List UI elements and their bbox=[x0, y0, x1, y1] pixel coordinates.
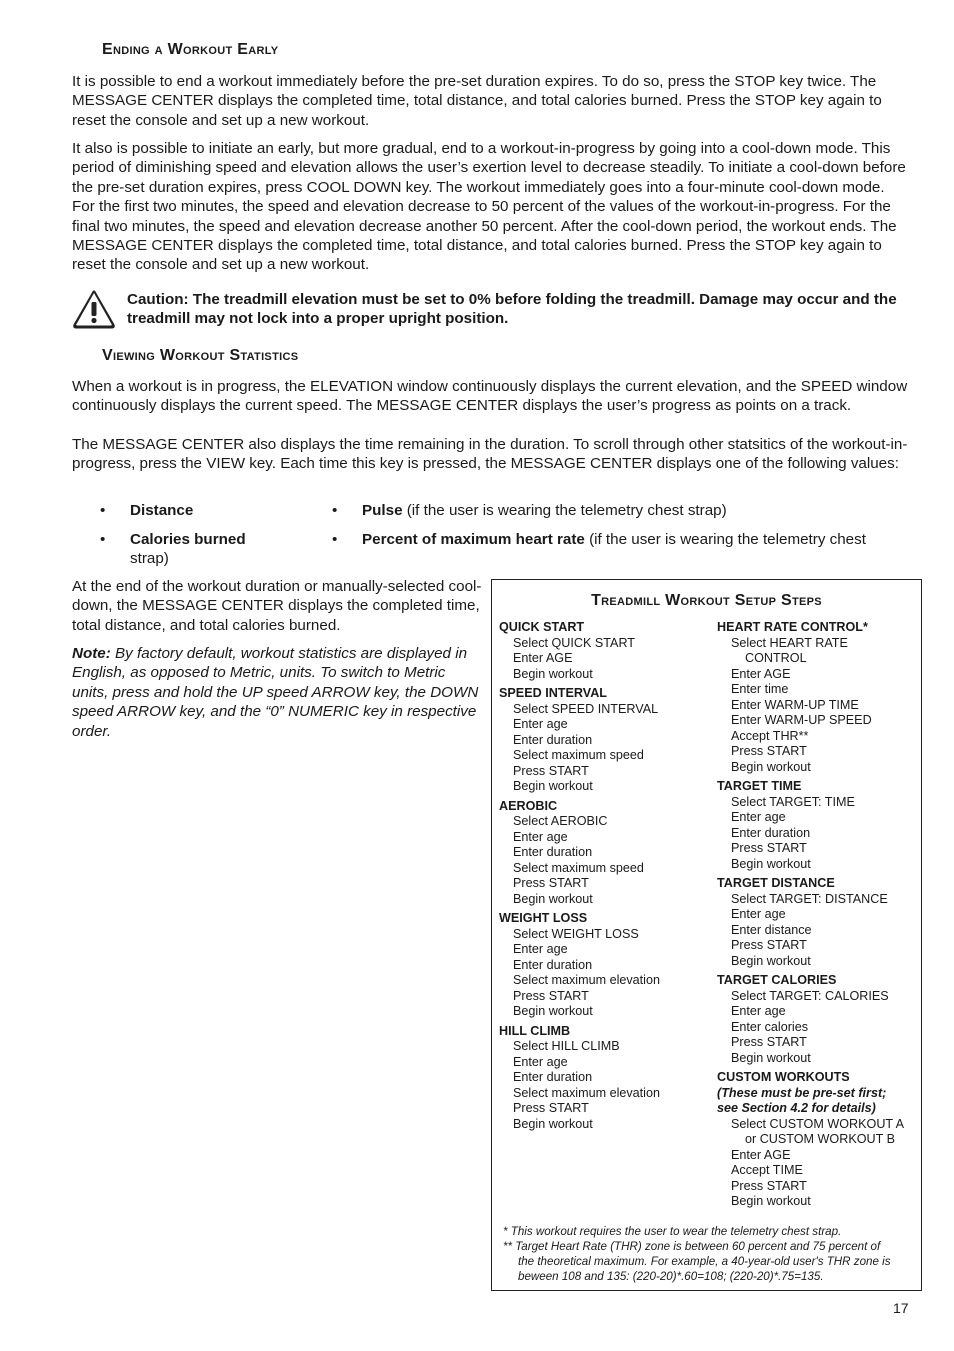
group-quick-start: QUICK START Select QUICK START Enter AGE Begin workout bbox=[499, 620, 636, 681]
left-steps-column bbox=[499, 620, 704, 1136]
bullet-percent-wrap: strap) bbox=[130, 550, 169, 567]
box-footnotes bbox=[503, 1224, 915, 1284]
group-target-distance: TARGET DISTANCE Select TARGET: DISTANCE Enter age Enter distance Press START Begin workout bbox=[717, 876, 888, 968]
footnote-thr: ** Target Heart Rate (THR) zone is between 60 percent and 75 percent of bbox=[503, 1240, 881, 1253]
warning-triangle-icon bbox=[72, 289, 116, 329]
bullet-pulse: • Pulse (if the user is wearing the telemetry chest strap) bbox=[332, 502, 727, 519]
group-target-time: TARGET TIME Select TARGET: TIME Enter age Enter duration Press START Begin workout bbox=[717, 779, 855, 871]
group-aerobic: AEROBIC Select AEROBIC Enter age Enter duration Select maximum speed Press START Begin workout bbox=[499, 798, 644, 906]
bullet-calories: • Calories burned bbox=[100, 531, 246, 548]
group-weight-loss: WEIGHT LOSS Select WEIGHT LOSS Enter age Enter duration Select maximum elevation Press START Begin workout bbox=[499, 911, 660, 1018]
section-heading-ending-workout: Ending a Workout Early bbox=[102, 41, 279, 58]
caution-text: Caution: The treadmill elevation must be set to 0% before folding the treadmill. Damage may occur and the treadmill may not lock into a proper upright position. bbox=[127, 291, 897, 328]
bullet-percent-max-hr: • Percent of maximum heart rate (if the user is wearing the telemetry chest bbox=[332, 531, 866, 548]
paragraph-viewing-2: The MESSAGE CENTER also displays the time remaining in the duration. To scroll through other statsitics of the workout-in-progress, press the VIEW key. Each time this key is pressed, the MESSAGE CENTER displays one of the following values: bbox=[72, 436, 908, 473]
section-heading-viewing-statistics: Viewing Workout Statistics bbox=[102, 347, 299, 364]
setup-steps-box bbox=[491, 579, 922, 1291]
group-hill-climb: HILL CLIMB Select HILL CLIMB Enter age Enter duration Select maximum elevation Press START Begin workout bbox=[499, 1023, 660, 1131]
note-units bbox=[72, 644, 484, 741]
bullet-distance: • Distance bbox=[100, 502, 194, 519]
footnote-thr-line3: beween 108 and 135: (220-20)*.60=108; (220-20)*.75=135. bbox=[518, 1270, 824, 1283]
group-heart-rate-control: HEART RATE CONTROL* Select HEART RATE CONTROL Enter AGE Enter time Enter WARM-UP TIME Enter WARM-UP SPEED Accept THR** Press START Begin workout bbox=[717, 620, 872, 774]
paragraph-ending-1: It is possible to end a workout immediately before the pre-set duration expires. To do so, press the STOP key twice. The MESSAGE CENTER displays the completed time, total distance, and total calories burned. Press the STOP key again to reset the console and set up a new workout. bbox=[72, 73, 882, 129]
group-custom-workouts: CUSTOM WORKOUTS (These must be pre-set first; see Section 4.2 for details) Select CUSTOM WORKOUT A or CUSTOM WORKOUT B Enter AGE Accept TIME Press START Begin workout bbox=[717, 1070, 905, 1208]
group-target-calories: TARGET CALORIES Select TARGET: CALORIES Enter age Enter calories Press START Begin workout bbox=[717, 973, 889, 1065]
footnote-chest-strap: * This workout requires the user to wear the telemetry chest strap. bbox=[503, 1225, 842, 1238]
setup-steps-title: Treadmill Workout Setup Steps bbox=[591, 592, 822, 609]
paragraph-viewing-1: When a workout is in progress, the ELEVATION window continuously displays the current elevation, and the SPEED window continuously displays the current speed. The MESSAGE CENTER displays the user’s progress as points on a track. bbox=[72, 378, 908, 415]
note-label: Note: bbox=[72, 645, 111, 662]
group-speed-interval: SPEED INTERVAL Select SPEED INTERVAL Enter age Enter duration Select maximum speed Press START Begin workout bbox=[499, 686, 659, 793]
right-steps-column bbox=[717, 620, 917, 1214]
paragraph-end-of-workout: At the end of the workout duration or manually-selected cool-down, the MESSAGE CENTER displays the completed time, total distance, and total calories burned. bbox=[72, 578, 482, 634]
footnote-thr-line2: the theoretical maximum. For example, a 40-year-old user's THR zone is bbox=[518, 1255, 891, 1268]
paragraph-ending-2: It also is possible to initiate an early, but more gradual, end to a workout-in-progress by going into a cool-down mode. This period of diminishing speed and elevation allows the user’s exertion level to decrease steadily. To initiate a cool-down before the pre-set duration expires, press COOL DOWN key. The workout immediately goes into a four-minute cool-down mode. For the first two minutes, the speed and elevation decrease to 50 percent of the values of the workout-in-progress. For the final two minutes, the speed and elevation decrease another 50 percent. After the cool-down period, the workout ends. The MESSAGE CENTER displays the completed time, total distance, and total calories burned. Press the STOP key again to reset the console and set up a new workout. bbox=[72, 140, 906, 274]
page-number: 17 bbox=[893, 1300, 909, 1316]
note-text: By factory default, workout statistics are displayed in English, as opposed to Metric, units. To switch to Metric units, press and hold the UP speed ARROW key, the DOWN speed ARROW key, and the “0” NUMERIC key in respective order. bbox=[72, 645, 479, 740]
